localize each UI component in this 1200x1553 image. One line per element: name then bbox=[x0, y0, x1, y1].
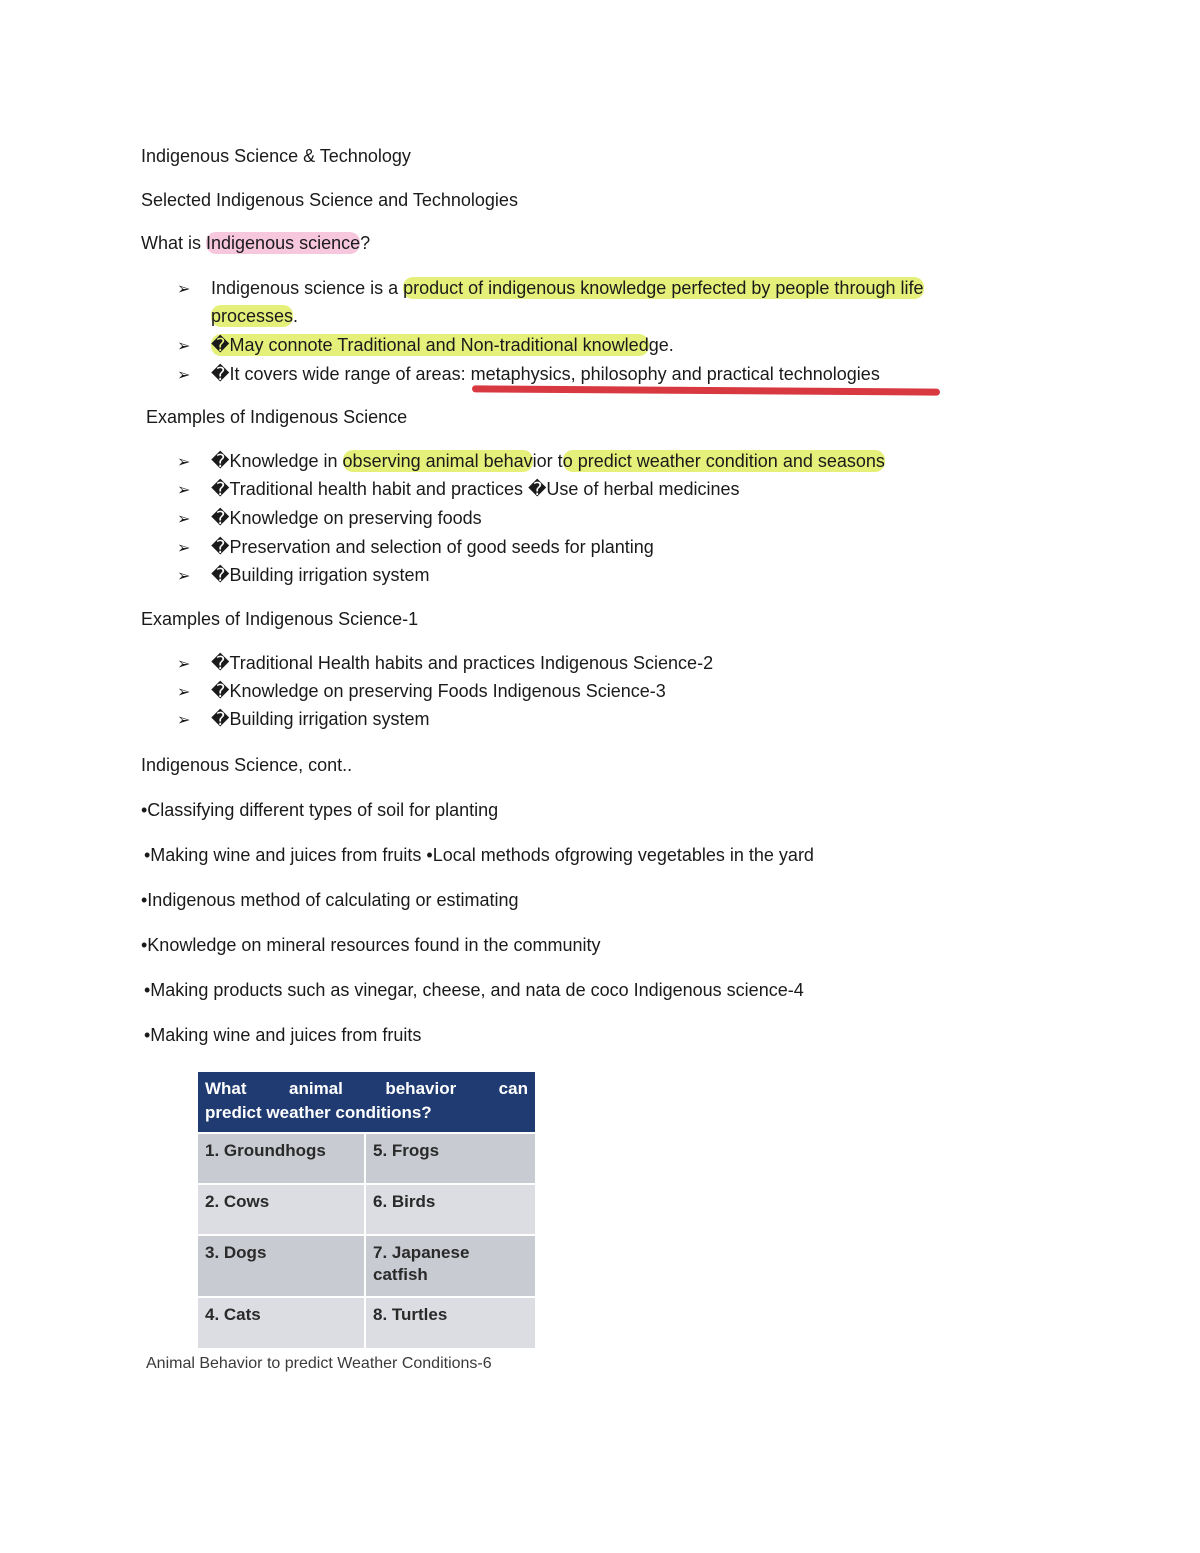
cont-item: •Knowledge on mineral resources found in the community bbox=[141, 935, 601, 955]
examples-heading: Examples of Indigenous Science bbox=[146, 407, 408, 427]
arrow-bullet-icon: ➢ bbox=[177, 568, 191, 585]
arrow-bullet-icon: ➢ bbox=[177, 454, 191, 471]
question-prefix: What is bbox=[141, 233, 207, 253]
example-item: ➢ �Building irrigation system bbox=[177, 564, 430, 588]
arrow-bullet-icon: ➢ bbox=[177, 656, 191, 673]
arrow-bullet-icon: ➢ bbox=[177, 338, 191, 355]
example1-item: ➢ �Traditional Health habits and practices Indigenous Science-2 bbox=[177, 652, 713, 676]
table-cell: 1. Groundhogs bbox=[198, 1134, 364, 1183]
page-title: Indigenous Science & Technology bbox=[141, 146, 411, 166]
example-item: ➢ �Knowledge on preserving foods bbox=[177, 507, 482, 531]
table-caption: Animal Behavior to predict Weather Conditions-6 bbox=[146, 1355, 492, 1372]
cont-item: •Classifying different types of soil for planting bbox=[141, 800, 499, 820]
examples1-heading: Examples of Indigenous Science-1 bbox=[141, 609, 419, 629]
table-cell: 8. Turtles bbox=[366, 1298, 535, 1348]
table-cell: 2. Cows bbox=[198, 1185, 364, 1234]
example-item: ➢ �Traditional health habit and practices �Use of herbal medicines bbox=[177, 478, 740, 502]
table-cell: 5. Frogs bbox=[366, 1134, 535, 1183]
animal-behavior-table bbox=[198, 1072, 535, 1348]
example1-item: ➢ �Building irrigation system bbox=[177, 708, 430, 732]
question-heading bbox=[141, 232, 370, 254]
cont-item: •Indigenous method of calculating or estimating bbox=[141, 890, 519, 910]
example1-item: ➢ �Knowledge on preserving Foods Indigenous Science-3 bbox=[177, 680, 666, 704]
definition-item: ➢ �It covers wide range of areas: metaphysics, philosophy and practical technologies bbox=[177, 363, 880, 387]
example-item: ➢ �Preservation and selection of good seeds for planting bbox=[177, 536, 654, 560]
table-cell: 4. Cats bbox=[198, 1298, 364, 1348]
arrow-bullet-icon: ➢ bbox=[177, 482, 191, 499]
question-highlight: Indigenous science bbox=[206, 233, 361, 253]
cont-item: •Making products such as vinegar, cheese, and nata de coco Indigenous science-4 bbox=[144, 980, 804, 1000]
cont-item: •Making wine and juices from fruits bbox=[144, 1025, 422, 1045]
cont-item: •Making wine and juices from fruits •Local methods ofgrowing vegetables in the yard bbox=[144, 845, 814, 865]
arrow-bullet-icon: ➢ bbox=[177, 540, 191, 557]
definition-item: ➢ �May connote Traditional and Non-traditional knowledge. bbox=[177, 334, 674, 358]
cont-heading: Indigenous Science, cont.. bbox=[141, 755, 353, 775]
table-cell: 3. Dogs bbox=[198, 1236, 364, 1296]
definition-item: ➢ Indigenous science is a product of indigenous knowledge perfected by people through life bbox=[177, 277, 924, 301]
table-header: What animal behavior can predict weather conditions? bbox=[198, 1072, 535, 1132]
arrow-bullet-icon: ➢ bbox=[177, 281, 191, 298]
arrow-bullet-icon: ➢ bbox=[177, 367, 191, 384]
arrow-bullet-icon: ➢ bbox=[177, 684, 191, 701]
table-cell: 6. Birds bbox=[366, 1185, 535, 1234]
definition-item-continuation: processes. bbox=[211, 306, 299, 326]
arrow-bullet-icon: ➢ bbox=[177, 511, 191, 528]
arrow-bullet-icon: ➢ bbox=[177, 712, 191, 729]
table-cell: 7. Japanese catfish bbox=[366, 1236, 535, 1296]
question-suffix: ? bbox=[360, 233, 371, 253]
example-item: ➢ �Knowledge in observing animal behavior to predict weather condition and seasons bbox=[177, 450, 885, 474]
subtitle: Selected Indigenous Science and Technologies bbox=[141, 190, 518, 210]
